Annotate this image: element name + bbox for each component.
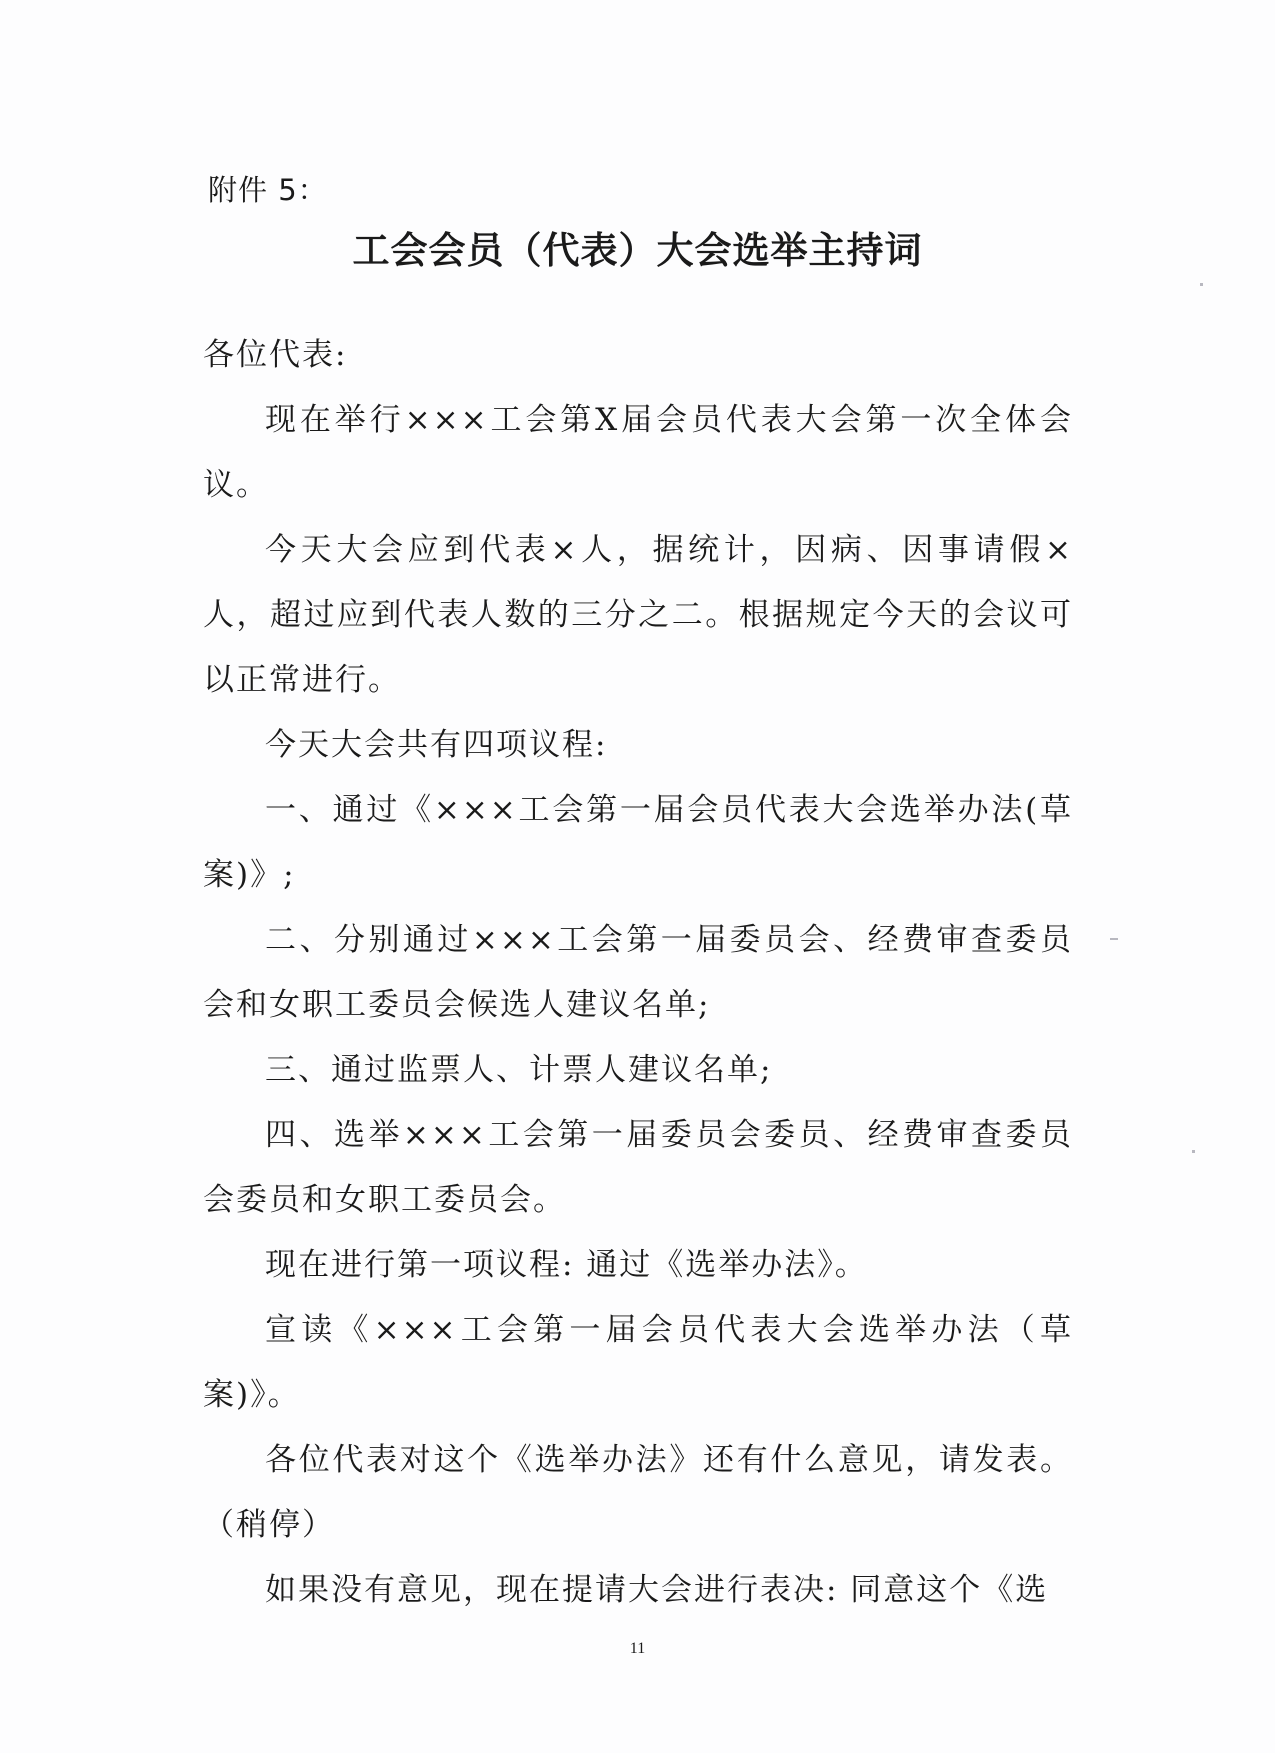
agenda-item: 一、通过《×××工会第一届会员代表大会选举办法(草案)》; xyxy=(203,792,1073,893)
paragraph: 宣读《×××工会第一届会员代表大会选举办法（草案)》。 xyxy=(203,1312,1073,1413)
scan-speck xyxy=(1110,938,1118,940)
paragraph: 如果没有意见，现在提请大会进行表决: 同意这个《选 xyxy=(265,1572,1049,1608)
agenda-item: 三、通过监票人、计票人建议名单; xyxy=(265,1052,773,1088)
document-body xyxy=(203,323,1073,1623)
attachment-label: 附件 5： xyxy=(208,173,328,207)
paragraph: 各位代表对这个《选举办法》还有什么意见，请发表。（稍停） xyxy=(203,1442,1073,1543)
paragraph: 今天大会应到代表×人，据统计，因病、因事请假×人，超过应到代表人数的三分之二。根据规定今天的会议可以正常进行。 xyxy=(203,532,1073,698)
paragraph: 现在举行×××工会第X届会员代表大会第一次全体会议。 xyxy=(203,402,1073,503)
paragraph: 现在进行第一项议程: 通过《选举办法》。 xyxy=(265,1247,868,1283)
agenda-item: 二、分别通过×××工会第一届委员会、经费审查委员会和女职工委员会候选人建议名单; xyxy=(203,922,1073,1023)
scan-speck xyxy=(1200,283,1203,286)
document-title: 工会会员（代表）大会选举主持词 xyxy=(352,229,923,272)
scan-speck xyxy=(1192,1150,1195,1153)
page-number: 11 xyxy=(629,1640,646,1657)
agenda-item: 四、选举×××工会第一届委员会委员、经费审查委员会委员和女职工委员会。 xyxy=(203,1117,1073,1218)
paragraph: 今天大会共有四项议程: xyxy=(265,727,608,763)
salutation: 各位代表: xyxy=(203,337,348,373)
